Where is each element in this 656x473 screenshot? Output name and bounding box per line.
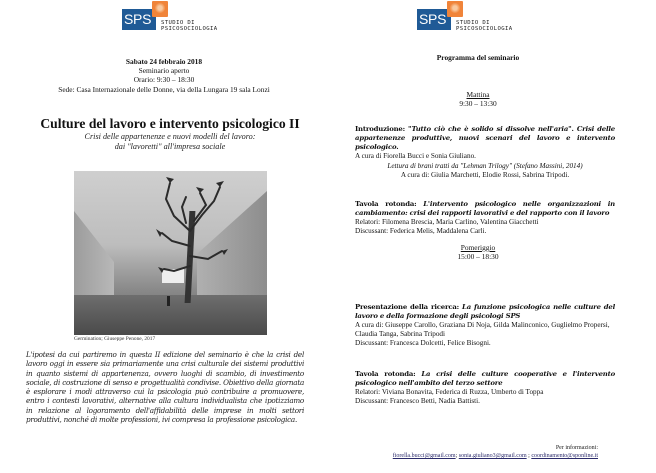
image-caption: Germination; Giuseppe Penone, 2017 (74, 336, 156, 342)
roundtable-2-block (355, 370, 615, 406)
afternoon-label: Pomeriggio (460, 243, 496, 252)
event-info (0, 57, 328, 94)
seminar-subtitle-1: Crisi delle appartenenze e nuovi modelli del lavoro: (84, 132, 256, 141)
reading-block (355, 162, 615, 180)
reading-by: A cura di: Giulia Marchetti, Elodie Rossi, Sabrina Tripodi. (400, 170, 570, 179)
roundtable-1-lead: Tavola rotonda: (355, 200, 417, 208)
intro-title: "Tutto ciò che è solido si dissolve nell'aria". Crisi delle appartenenze produttive, nuovi scenari del lavoro e intervento psicologico. (355, 125, 615, 151)
afternoon-session (328, 243, 628, 261)
roundtable-1-discussant: Discussant: Federica Melis, Maddalena Carli. (355, 226, 487, 235)
program-heading: Programma del seminario (436, 53, 520, 62)
intro-block (355, 125, 615, 161)
roundtable-2-title: La crisi delle culture cooperative e l'intervento psicologico nell'ambito del terzo settore (355, 370, 615, 387)
logo-brain-icon (447, 1, 463, 17)
logo-text: STUDIO DI PSICOSOCIOLOGIA (161, 20, 218, 33)
research-lead: Presentazione della ricerca: (355, 303, 460, 311)
event-type: Seminario aperto (138, 66, 190, 76)
morning-session (328, 90, 628, 108)
research-block (355, 303, 615, 348)
seminar-subtitle-2: dai "lavoretti" all'impresa sociale (114, 142, 226, 151)
logo-sps-block: SPS (122, 9, 156, 30)
tree-branches-icon (74, 171, 267, 335)
contact-label: Per informazioni: (555, 445, 598, 451)
afternoon-time: 15:00 – 18:30 (457, 252, 499, 262)
research-title: La funzione psicologica nelle culture del lavoro e della formazione degli psicologi SPS (355, 303, 615, 320)
intro-paragraph: L'ipotesi da cui partiremo in questa II edizione del seminario è che la crisi del lavoro oggi in essere sia primariamente una crisi culturale dei sistemi produttivi in quanto sistemi di appartenenza, ovvero luoghi di scambio, di investimento sociale, di costruzione di senso e progettualità condivise. Obiettivo della giornata è esplorare i modi attraverso cui la psicologia può contribuire a promuovere, entro i contesti lavorativi, alternative alla cultura individualista che ipotizziamo in relazione al logoramento dell'affidabilità delle imprese in molti settori produttivi, nonché di molte professioni, ivi compresa la professione psicologica. (26, 350, 304, 425)
morning-time: 9:30 – 13:30 (459, 99, 497, 109)
email-link-coordinamento[interactable]: coordinamento@sponline.it (531, 453, 598, 459)
roundtable-1-title: L'intervento psicologico nelle organizzazioni in cambiamento: crisi dei rapporti lavorativi e del rapporto con il lavoro (355, 200, 615, 217)
roundtable-1-speakers: Relatori: Filomena Brescia, Maria Carlino, Valentina Giacchetti (355, 217, 539, 226)
logo-sps-block: SPS (417, 9, 451, 30)
logo-brain-icon (152, 1, 168, 17)
roundtable-2-discussant: Discussant: Francesco Betti, Nadia Battisti. (355, 396, 480, 405)
research-by: A cura di: Giuseppe Carollo, Graziana Di Noja, Gilda Malinconico, Guglielmo Propersi, Claudia Tanga, Sabrina Tripodi (355, 320, 610, 338)
germination-artwork-image (74, 171, 267, 335)
seminar-title: Culture del lavoro e intervento psicologico II (40, 116, 300, 131)
research-discussant: Discussant: Francesca Dolcetti, Felice Bisogni. (355, 338, 491, 347)
reading-title: Lettura di brani tratti da "Lehman Trilogy" (Stefano Massini, 2014) (387, 162, 583, 170)
email-link-bucci[interactable]: fiorella.bucci@gmail.com (392, 453, 456, 459)
contact-footer: Per informazioni: fiorella.bucci@gmail.com; sonia.giuliano3@gmail.com ; coordinamento@sponline.it (392, 445, 598, 459)
event-venue: Sede: Casa Internazionale delle Donne, via della Lungara 19 sala Lonzi (58, 84, 270, 94)
roundtable-2-lead: Tavola rotonda: (355, 370, 416, 378)
intro-lead: Introduzione: (355, 125, 405, 133)
event-hours: Orario: 9:30 – 18:30 (133, 75, 195, 85)
event-date: Sabato 24 febbraio 2018 (125, 57, 203, 66)
sps-logo (122, 0, 232, 34)
morning-label: Mattina (466, 90, 490, 99)
roundtable-2-speakers: Relatori: Viviana Bonavita, Federica di Ruzza, Umberto di Toppa (355, 387, 544, 396)
sps-logo (417, 0, 527, 34)
email-link-giuliano[interactable]: sonia.giuliano3@gmail.com (458, 453, 527, 459)
title-block (0, 116, 340, 152)
roundtable-1-block (355, 200, 615, 236)
intro-by: A cura di Fiorella Bucci e Sonia Giuliano. (355, 151, 476, 160)
logo-text: STUDIO DI PSICOSOCIOLOGIA (456, 20, 513, 33)
